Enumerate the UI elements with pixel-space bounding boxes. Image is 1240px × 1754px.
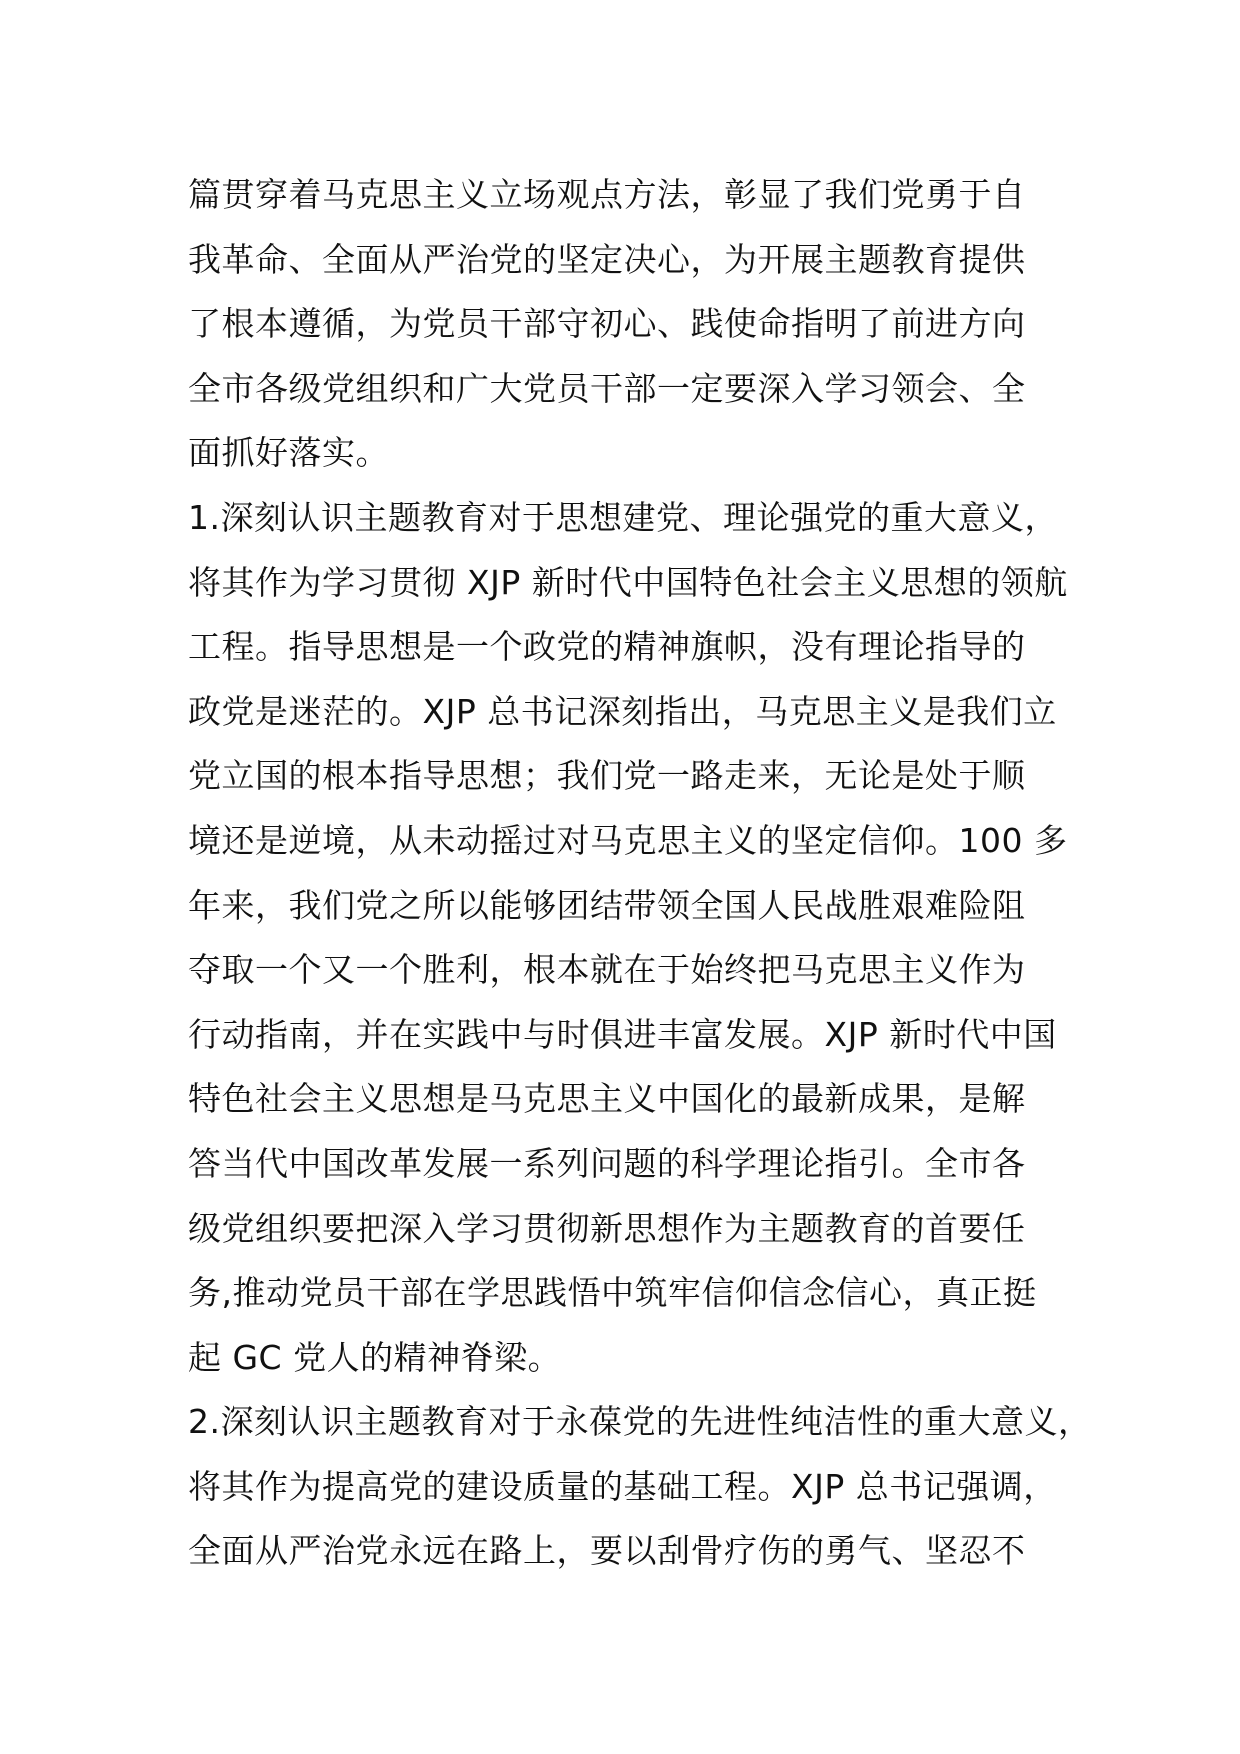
text-line-11: 境还是逆境，从未动摇过对马克思主义的坚定信仰。100 多 bbox=[188, 820, 1068, 860]
text-line-19: 起 GC 党人的精神脊梁。 bbox=[188, 1337, 562, 1377]
text-line-2: 我革命、全面从严治党的坚定决心，为开展主题教育提供 bbox=[188, 239, 1026, 279]
text-line-20: 2.深刻认识主题教育对于永葆党的先进性纯洁性的重大意义， bbox=[188, 1402, 1092, 1442]
text-line-10: 党立国的根本指导思想；我们党一路走来，无论是处于顺 bbox=[188, 756, 1026, 796]
text-line-22: 全面从严治党永远在路上，要以刮骨疗伤的勇气、坚忍不 bbox=[188, 1531, 1026, 1571]
text-line-4: 全市各级党组织和广大党员干部一定要深入学习领会、全 bbox=[188, 368, 1026, 408]
text-line-17: 级党组织要把深入学习贯彻新思想作为主题教育的首要任 bbox=[188, 1208, 1026, 1248]
text-line-16: 答当代中国改革发展一系列问题的科学理论指引。全市各 bbox=[188, 1143, 1026, 1183]
text-line-6: 1.深刻认识主题教育对于思想建党、理论强党的重大意义， bbox=[188, 497, 1058, 537]
text-line-1: 篇贯穿着马克思主义立场观点方法，彰显了我们党勇于自 bbox=[188, 175, 1026, 214]
text-line-5: 面抓好落实。 bbox=[188, 433, 389, 473]
text-line-15: 特色社会主义思想是马克思主义中国化的最新成果，是解 bbox=[188, 1079, 1026, 1119]
body-text bbox=[188, 163, 1092, 1584]
text-line-7: 将其作为学习贯彻 XJP 新时代中国特色社会主义思想的领航 bbox=[188, 562, 1068, 602]
text-line-8: 工程。指导思想是一个政党的精神旗帜，没有理论指导的 bbox=[188, 627, 1026, 667]
text-line-18: 务,推动党员干部在学思践悟中筑牢信仰信念信心，真正挺 bbox=[188, 1273, 1037, 1313]
text-line-21: 将其作为提高党的建设质量的基础工程。XJP 总书记强调， bbox=[188, 1466, 1057, 1506]
text-line-3: 了根本遵循，为党员干部守初心、践使命指明了前进方向 bbox=[188, 304, 1026, 344]
text-line-13: 夺取一个又一个胜利，根本就在于始终把马克思主义作为 bbox=[188, 950, 1026, 990]
text-line-12: 年来，我们党之所以能够团结带领全国人民战胜艰难险阻 bbox=[188, 885, 1026, 925]
text-line-14: 行动指南，并在实践中与时俱进丰富发展。XJP 新时代中国 bbox=[188, 1014, 1057, 1054]
text-line-9: 政党是迷茫的。XJP 总书记深刻指出，马克思主义是我们立 bbox=[188, 691, 1057, 731]
